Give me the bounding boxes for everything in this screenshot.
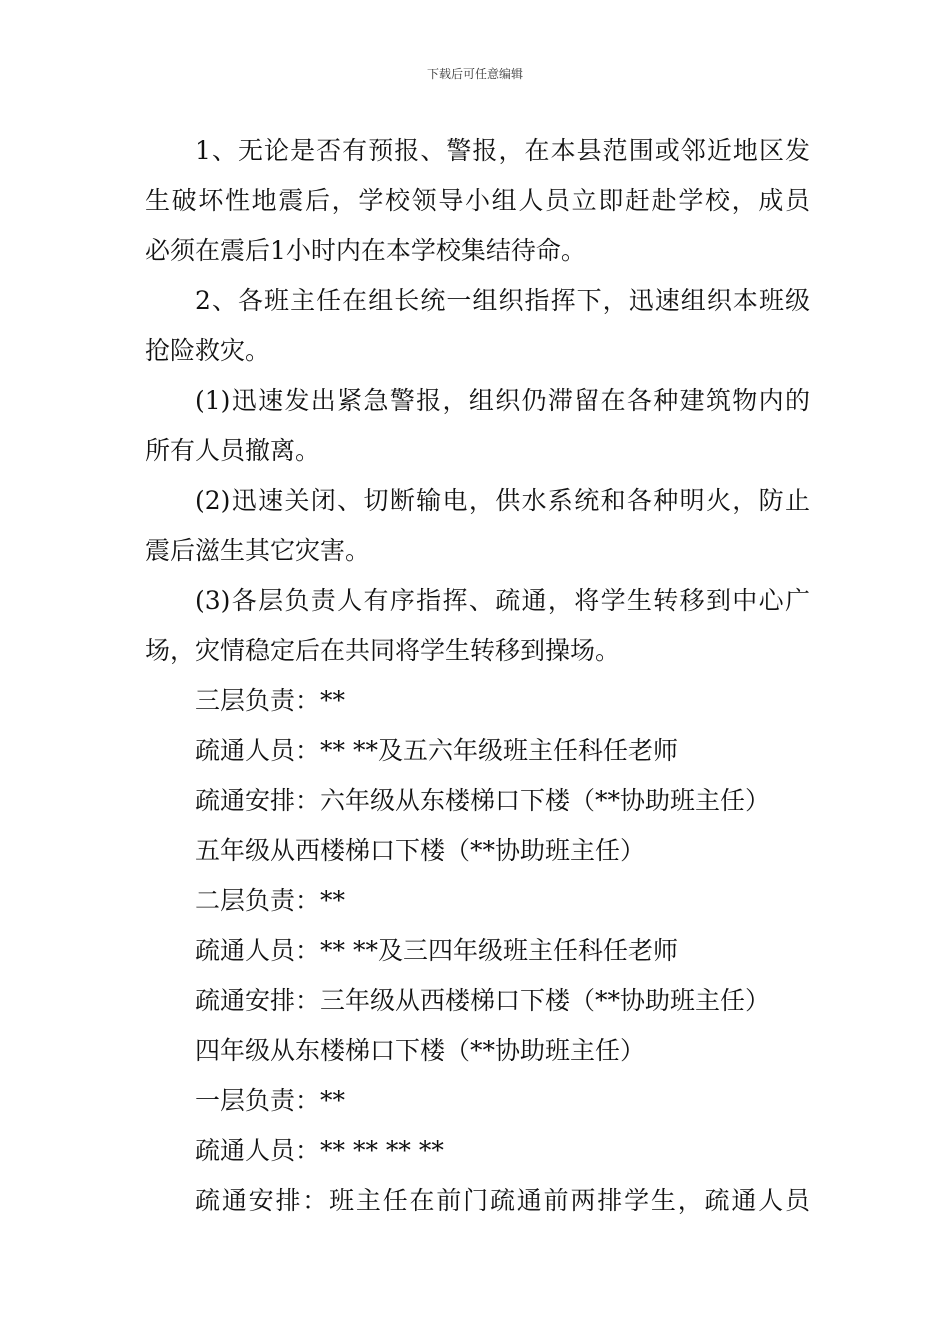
paragraph-line: 疏通人员：** ** ** ** — [195, 1136, 444, 1165]
paragraph-line: 四年级从东楼梯口下楼（**协助班主任） — [195, 1036, 646, 1065]
paragraph-line: 疏通人员：** **及三四年级班主任科任老师 — [195, 936, 678, 965]
paragraph-line: 一层负责：** — [195, 1086, 346, 1115]
paragraph-line: 场，灾情稳定后在共同将学生转移到操场。 — [145, 636, 621, 665]
paragraph-line: 1、无论是否有预报、警报，在本县范围或邻近地区发 — [195, 136, 810, 165]
paragraph-line: 生破坏性地震后，学校领导小组人员立即赶赴学校，成员 — [145, 186, 810, 215]
paragraph-line: 所有人员撤离。 — [145, 436, 321, 465]
page-header: 下载后可任意编辑 — [426, 67, 523, 81]
paragraph-line: 2、各班主任在组长统一组织指挥下，迅速组织本班级 — [195, 286, 810, 315]
paragraph-line: (2)迅速关闭、切断输电，供水系统和各种明火，防止 — [195, 486, 810, 515]
paragraph-line: 震后滋生其它灾害。 — [145, 536, 371, 565]
paragraph-line: 五年级从西楼梯口下楼（**协助班主任） — [195, 836, 646, 865]
paragraph-line: 疏通安排：班主任在前门疏通前两排学生，疏通人员 — [195, 1186, 810, 1215]
paragraph-line: 三层负责：** — [195, 686, 346, 715]
paragraph-line: (3)各层负责人有序指挥、疏通，将学生转移到中心广 — [195, 586, 810, 615]
paragraph-line: 二层负责：** — [195, 886, 346, 915]
paragraph-line: 疏通安排：三年级从西楼梯口下楼（**协助班主任） — [195, 986, 771, 1015]
document-body — [145, 126, 810, 1226]
paragraph-line: 必须在震后1小时内在本学校集结待命。 — [145, 236, 586, 265]
paragraph-line: 抢险救灾。 — [145, 336, 271, 365]
paragraph-line: (1)迅速发出紧急警报，组织仍滞留在各种建筑物内的 — [195, 386, 810, 415]
paragraph-line: 疏通安排：六年级从东楼梯口下楼（**协助班主任） — [195, 786, 771, 815]
paragraph-line: 疏通人员：** **及五六年级班主任科任老师 — [195, 736, 678, 765]
